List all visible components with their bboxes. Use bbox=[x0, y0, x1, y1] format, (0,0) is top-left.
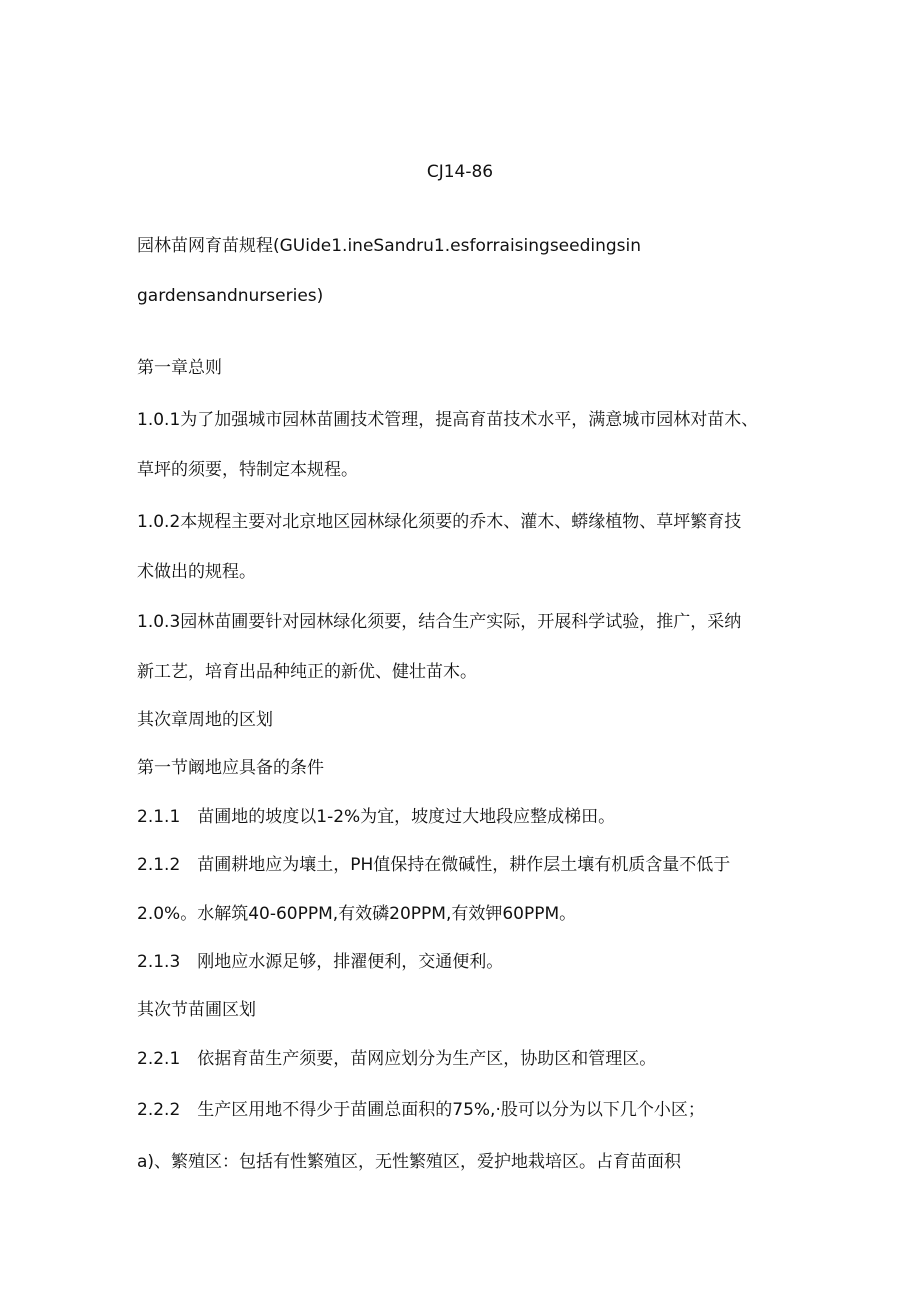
clause-2-2-2: 2.2.2 生产区用地不得少于苗圃总面积的75%,·股可以分为以下几个小区； bbox=[137, 1100, 705, 1120]
section-heading-2: 其次节苗圃区划 bbox=[137, 1000, 256, 1020]
document-title-line-1: 园林苗网育苗规程(GUide1.ineSandru1.esforraisingseedingsin bbox=[137, 236, 642, 256]
chapter-heading-2: 其次章周地的区划 bbox=[137, 710, 273, 730]
clause-1-0-3-cont: 新工艺，培育出品种纯正的新优、健壮苗木。 bbox=[137, 662, 477, 682]
clause-1-0-1-cont: 草坪的须要，特制定本规程。 bbox=[137, 460, 358, 480]
clause-2-2-1: 2.2.1 依据育苗生产须要，苗网应划分为生产区，协助区和管理区。 bbox=[137, 1049, 657, 1069]
chapter-heading: 第一章总则 bbox=[137, 358, 222, 378]
clause-1-0-1: 1.0.1为了加强城市园林苗圃技术管理，提高育苗技术水平，满意城市园林对苗木、 bbox=[137, 410, 759, 430]
item-a: a)、繁殖区：包括有性繁殖区，无性繁殖区，爱护地栽培区。占育苗面积 bbox=[137, 1152, 682, 1172]
document-title-line-2: gardensandnurseries) bbox=[137, 286, 324, 306]
clause-2-1-1: 2.1.1 苗圃地的坡度以1-2%为宜，坡度过大地段应整成梯田。 bbox=[137, 807, 616, 827]
clause-2-1-3: 2.1.3 刚地应水源足够，排濯便利，交通便利。 bbox=[137, 952, 504, 972]
section-heading-1: 第一节阚地应具备的条件 bbox=[137, 758, 324, 778]
clause-2-1-2-cont: 2.0%。水解筑40-60PPM,有效磷20PPM,有效钾60PPM。 bbox=[137, 904, 577, 924]
standard-code: CJ14-86 bbox=[426, 162, 494, 182]
clause-1-0-2: 1.0.2本规程主要对北京地区园林绿化须要的乔木、灌木、蟒缘植物、草坪繁育技 bbox=[137, 512, 742, 532]
clause-1-0-3: 1.0.3园林苗圃要针对园林绿化须要，结合生产实际，开展科学试验，推广，采纳 bbox=[137, 612, 742, 632]
clause-1-0-2-cont: 术做出的规程。 bbox=[137, 562, 256, 582]
clause-2-1-2: 2.1.2 苗圃耕地应为壤土，PH值保持在微碱性，耕作层土壤有机质含量不低于 bbox=[137, 855, 731, 875]
